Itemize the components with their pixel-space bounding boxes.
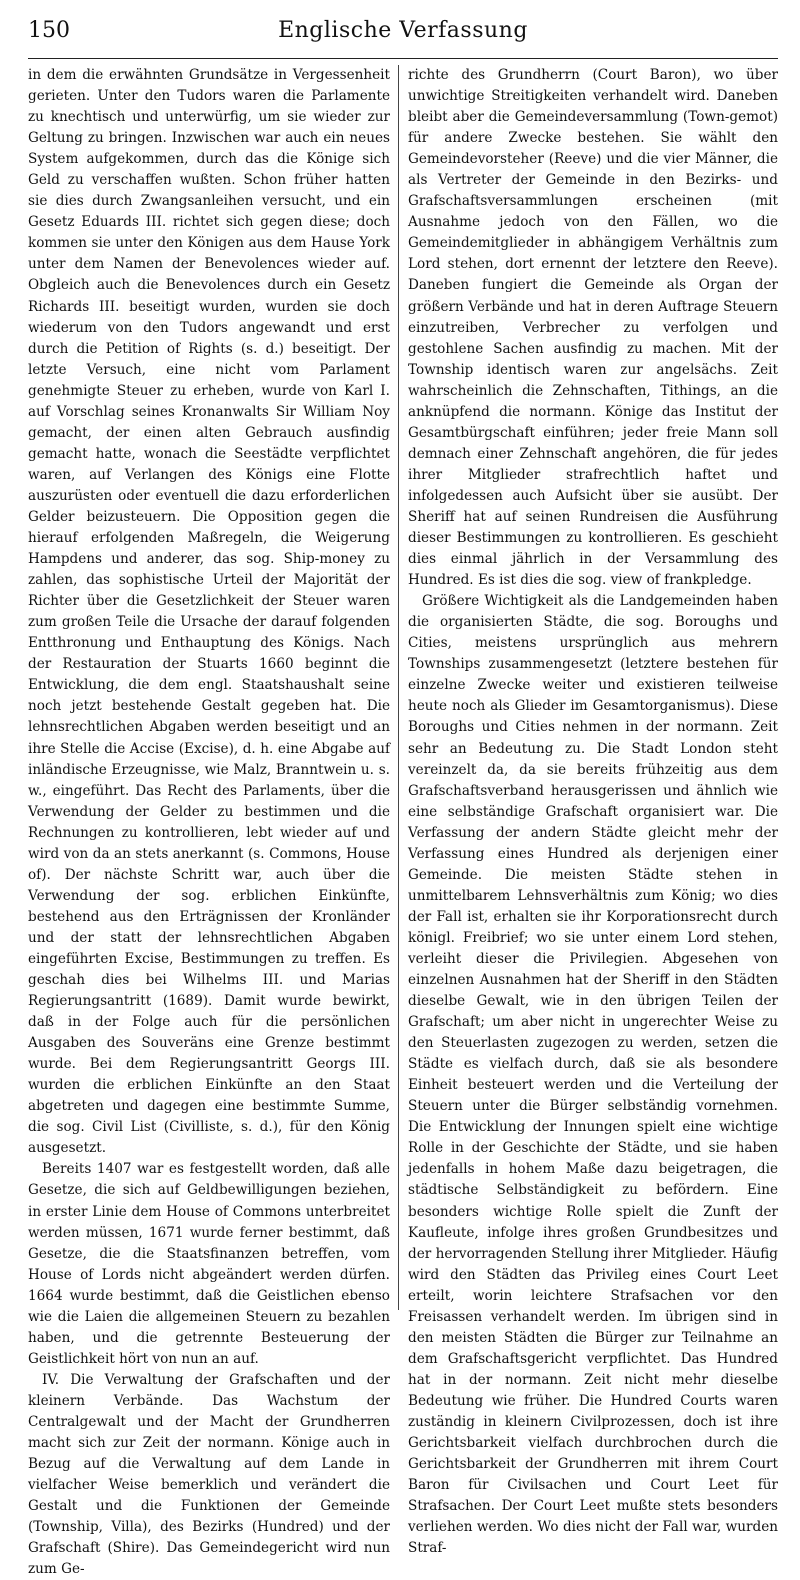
page-header [28,18,778,59]
left-column [28,65,398,1578]
paragraph: Bereits 1407 war es festgestellt worden, daß alle Gesetze, die sich auf Geldbewilligungen beziehen, in erster Linie dem House of Commons unterbreitet werden müssen, 1671 wurde ferner bestimmt, daß Gesetze, die die Staatsfinanzen betreffen, vom House of Lords nicht abgeändert werden dürfen. 1664 wurde bestimmt, daß die Geistlichen ebenso wie die Laien die allgemeinen Steuern zu bezahlen haben, und die getrennte Besteuerung der Geistlichkeit hört von nun an auf. [28,1161,390,1367]
running-title: Englische Verfassung [278,18,528,43]
paragraph: richte des Grundherrn (Court Baron), wo über unwichtige Streitigkeiten verhandelt wird. Daneben bleibt aber die Gemeindeversammlung (Town-gemot) für andere Zwecke bestehen. Sie wählt den Gemeindevorsteher (Reeve) und die vier Männer, die als Vertreter der Gemeinde in den Bezirks- und Grafschaftsversammlungen erscheinen (mit Ausnahme jedoch von den Fällen, wo die Gemeindemitglieder in abhängigem Verhältnis zum Lord stehen, dort ernennt der letztere den Reeve). Daneben fungiert die Gemeinde als Organ der größern Verbände und hat in deren Auftrage Steuern einzutreiben, Verbrecher zu verfolgen und gestohlene Sachen ausfindig zu machen. Mit der Township identisch waren zur angelsächs. Zeit wahrscheinlich die Zehnschaften, Tithings, an die anknüpfend die normann. Könige das Institut der Gesamtbürgschaft einführen; jeder freie Mann soll demnach einer Zehnschaft angehören, die für jedes ihrer Mitglieder strafrechtlich haftet und infolgedessen auch Aufsicht über sie ausübt. Der Sheriff hat auf seinen Rundreisen die Ausführung dieser Bestimmungen zu kontrollieren. Es geschieht dies einmal jährlich in der Versammlung des Hundred. Es ist dies die sog. view of frankpledge. [408,67,778,589]
page-number: 150 [28,18,70,43]
right-column [398,65,778,1557]
section-paragraph: IV. Die Verwaltung der Grafschaften und der kleinern Verbände. Das Wachstum der Centralgewalt und der Macht der Grundherren macht sich zur Zeit der normann. Könige auch in Bezug auf die Verwaltung auf dem Lande in vielfacher Weise bemerklich und verändert die Gestalt und die Funktionen der Gemeinde (Township, Villa), des Bezirks (Hundred) und der Grafschaft (Shire). Das Gemeindegericht wird nun zum Ge- [28,1371,390,1578]
text-columns [28,65,778,1578]
paragraph: Größere Wichtigkeit als die Landgemeinden haben die organisierten Städte, die sog. Boroughs und Cities, meistens ursprünglich aus mehrern Townships zusammengesetzt (letztere bestehen für einzelne Zwecke weiter und existieren teilweise heute noch als Glieder im Gesamtorganismus). Diese Boroughs und Cities nehmen in der normann. Zeit sehr an Bedeutung zu. Die Stadt London steht vereinzelt da, da sie bereits frühzeitig aus dem Grafschaftsverband herausgerissen und ähnlich wie eine selbständige Grafschaft organisiert war. Die Verfassung der andern Städte gleicht mehr der Verfassung eines Hundred als derjenigen einer Gemeinde. Die meisten Städte stehen in unmittelbarem Lehnsverhältnis zum König; wo dies der Fall ist, erhalten sie ihr Korporationsrecht durch königl. Freibrief; wo sie unter einem Lord stehen, verleiht dieser die Privilegien. Abgesehen von einzelnen Ausnahmen hat der Sheriff in den Städten dieselbe Gewalt, wie in den übrigen Teilen der Grafschaft; um aber nicht in ungerechter Weise zu den Steuerlasten zugezogen zu werden, setzen die Städte es vielfach durch, daß sie als besondere Einheit besteuert werden und die Verteilung der Steuern unter die Bürger selbständig vornehmen. Die Entwicklung der Innungen spielt eine wichtige Rolle in der Geschichte der Städte, und sie haben jedenfalls in hohem Maße dazu beigetragen, die städtische Selbständigkeit zu befördern. Eine besonders wichtige Rolle spielt die Zunft der Kaufleute, infolge ihres großen Grundbesitzes und der hervorragenden Stellung ihrer Mitglieder. Häufig wird den Städten das Privileg eines Court Leet erteilt, worin leichtere Strafsachen vor den Freisassen verhandelt werden. Im übrigen sind in den meisten Städten die Bürger zur Teilnahme an dem Grafschaftsgericht verpflichtet. Das Hundred hat in der normann. Zeit nicht mehr dieselbe Bedeutung wie früher. Die Hundred Courts waren zuständig in kleinern Civilprozessen, doch ist ihre Gerichtsbarkeit vielfach durchbrochen durch die Gerichtsbarkeit der Grundherren mit ihrem Court Baron für Civilsachen und Court Leet für Strafsachen. Der Court Leet mußte stets besonders verliehen werden. Wo dies nicht der Fall war, wurden Straf- [408,593,778,1557]
paragraph: in dem die erwähnten Grundsätze in Vergessenheit gerieten. Unter den Tudors waren die Parlamente zu knechtisch und unterwürfig, um sie wieder zur Geltung zu bringen. Inzwischen war auch ein neues System aufgekommen, durch das die Könige sich Geld zu verschaffen wußten. Schon früher hatten sie dies durch Zwangsanleihen versucht, und ein Gesetz Eduards III. richtet sich gegen diese; doch kommen sie unter den Königen aus dem Hause York unter dem Namen der Benevolences wieder auf. Obgleich auch die Benevolences durch ein Gesetz Richards III. beseitigt wurden, wurden sie doch wiederum von den Tudors angewandt und erst durch die Petition of Rights (s. d.) beseitigt. Der letzte Versuch, eine nicht vom Parlament genehmigte Steuer zu erheben, wurde von Karl I. auf Vorschlag seines Kronanwalts Sir William Noy gemacht, der einen alten Gebrauch ausfindig gemacht hatte, wonach die Seestädte verpflichtet waren, auf Verlangen des Königs eine Flotte auszurüsten oder eventuell die dazu erforderlichen Gelder beizusteuern. Die Opposition gegen die hierauf erfolgenden Maßregeln, die Weigerung Hampdens und anderer, das sog. Ship-money zu zahlen, das sophistische Urteil der Majorität der Richter über die Gesetzlichkeit der Steuer waren zum großen Teile die Ursache der darauf folgenden Entthronung und Enthauptung des Königs. Nach der Restauration der Stuarts 1660 beginnt die Entwicklung, die dem engl. Staatshaushalt seine noch jetzt bestehende Gestalt gegeben hat. Die lehnsrechtlichen Abgaben werden beseitigt und an ihre Stelle die Accise (Excise), d. h. eine Abgabe auf inländische Erzeugnisse, wie Malz, Branntwein u. s. w., eingeführt. Das Recht des Parlaments, über die Verwendung der Gelder zu bestimmen und die Rechnungen zu kontrollieren, lebt wieder auf und wird von da an stets anerkannt (s. Commons, House of). Der nächste Schritt war, auch über die Verwendung der sog. erblichen Einkünfte, bestehend aus den Erträgnissen der Kronländer und der statt der lehnsrechtlichen Abgaben eingeführten Excise, Bestimmungen zu treffen. Es geschah dies bei Wilhelms III. und Marias Regierungsantritt (1689). Damit wurde bewirkt, daß in der Folge auch für die persönlichen Ausgaben des Souveräns eine Grenze bestimmt wurde. Bei dem Regierungsantritt Georgs III. wurden die erblichen Einkünfte an den Staat abgetreten und dagegen eine bestimmte Summe, die sog. Civil List (Civilliste, s. d.), für den König ausgesetzt. [28,67,390,1157]
